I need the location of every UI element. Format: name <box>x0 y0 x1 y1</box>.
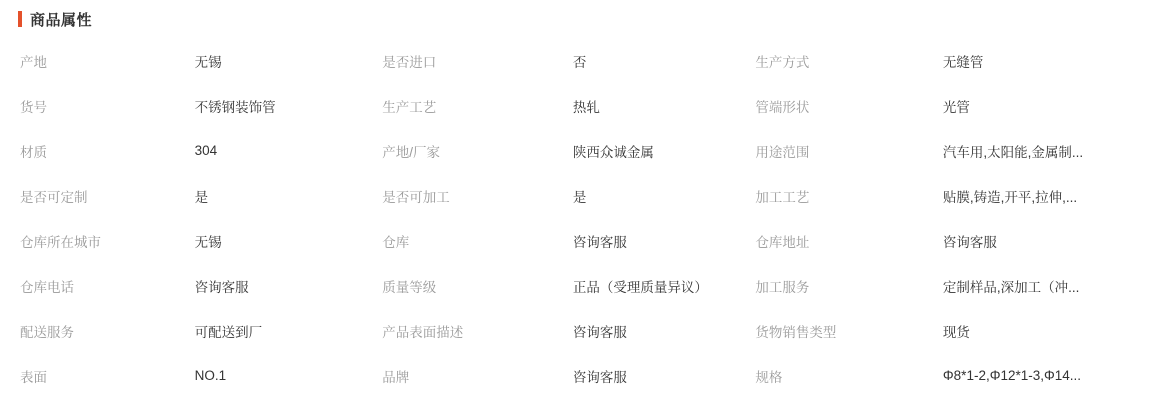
attribute-label: 仓库电话 <box>20 279 74 295</box>
attribute-label: 品牌 <box>382 369 410 385</box>
attribute-value: 不锈钢装饰管 <box>194 99 276 115</box>
attribute-label: 是否可加工 <box>382 189 450 205</box>
table-row <box>0 38 1167 83</box>
attribute-value: 无锡 <box>194 234 222 250</box>
attribute-label: 加工工艺 <box>755 189 810 205</box>
attribute-value: 陕西众诚金属 <box>572 144 654 160</box>
attribute-value: 贴膜,铸造,开平,拉伸,... <box>942 189 1078 205</box>
attribute-label: 规格 <box>755 369 783 385</box>
attribute-value: 汽车用,太阳能,金属制... <box>942 144 1084 160</box>
attribute-value: 无锡 <box>194 54 222 70</box>
attribute-label: 用途范围 <box>755 144 810 160</box>
attribute-label: 仓库地址 <box>755 234 810 250</box>
attribute-value: 定制样品,深加工（冲... <box>942 279 1080 295</box>
attribute-value: 咨询客服 <box>572 234 627 250</box>
attribute-label: 表面 <box>20 369 47 385</box>
attribute-value: Φ8*1-2,Φ12*1-3,Φ14... <box>942 368 1082 383</box>
table-row <box>0 128 1167 173</box>
attribute-value: 热轧 <box>572 99 600 115</box>
attribute-label: 生产方式 <box>755 54 810 70</box>
table-row <box>0 308 1167 353</box>
attribute-label: 是否进口 <box>382 54 437 70</box>
attribute-value: NO.1 <box>194 368 227 383</box>
attribute-label: 产地/厂家 <box>382 144 440 160</box>
attribute-label: 管端形状 <box>755 99 810 115</box>
attribute-label: 产地 <box>20 54 47 70</box>
section-header <box>0 0 1167 32</box>
attributes-table-body <box>0 38 1167 398</box>
attribute-label: 产品表面描述 <box>382 324 464 340</box>
attribute-value: 是 <box>194 189 209 205</box>
attribute-value: 咨询客服 <box>942 234 997 250</box>
attribute-value: 咨询客服 <box>194 279 249 295</box>
attribute-label: 是否可定制 <box>20 189 88 205</box>
attribute-label: 加工服务 <box>755 279 810 295</box>
attribute-label: 货号 <box>20 99 47 115</box>
attribute-label: 配送服务 <box>20 324 74 340</box>
attribute-value: 咨询客服 <box>572 369 627 385</box>
attributes-table <box>0 38 1167 398</box>
attribute-value: 无缝管 <box>942 54 984 70</box>
accent-bar-icon <box>18 11 22 27</box>
attribute-value: 光管 <box>942 99 970 115</box>
page-title: 商品属性 <box>30 11 93 29</box>
table-row <box>0 263 1167 308</box>
attribute-label: 货物销售类型 <box>755 324 837 340</box>
attribute-value: 咨询客服 <box>572 324 627 340</box>
attribute-value: 正品（受理质量异议） <box>572 279 708 295</box>
attribute-value: 304 <box>194 143 218 158</box>
table-row <box>0 218 1167 263</box>
attribute-label: 材质 <box>20 144 47 160</box>
attribute-value: 否 <box>572 54 587 70</box>
attribute-value: 现货 <box>942 324 970 340</box>
attribute-label: 仓库所在城市 <box>20 234 101 250</box>
attribute-label: 质量等级 <box>382 279 437 295</box>
attribute-label: 仓库 <box>382 234 410 250</box>
table-row <box>0 83 1167 128</box>
table-row <box>0 353 1167 398</box>
attribute-label: 生产工艺 <box>382 99 437 115</box>
table-row <box>0 173 1167 218</box>
attribute-value: 是 <box>572 189 587 205</box>
attribute-value: 可配送到厂 <box>194 324 263 340</box>
